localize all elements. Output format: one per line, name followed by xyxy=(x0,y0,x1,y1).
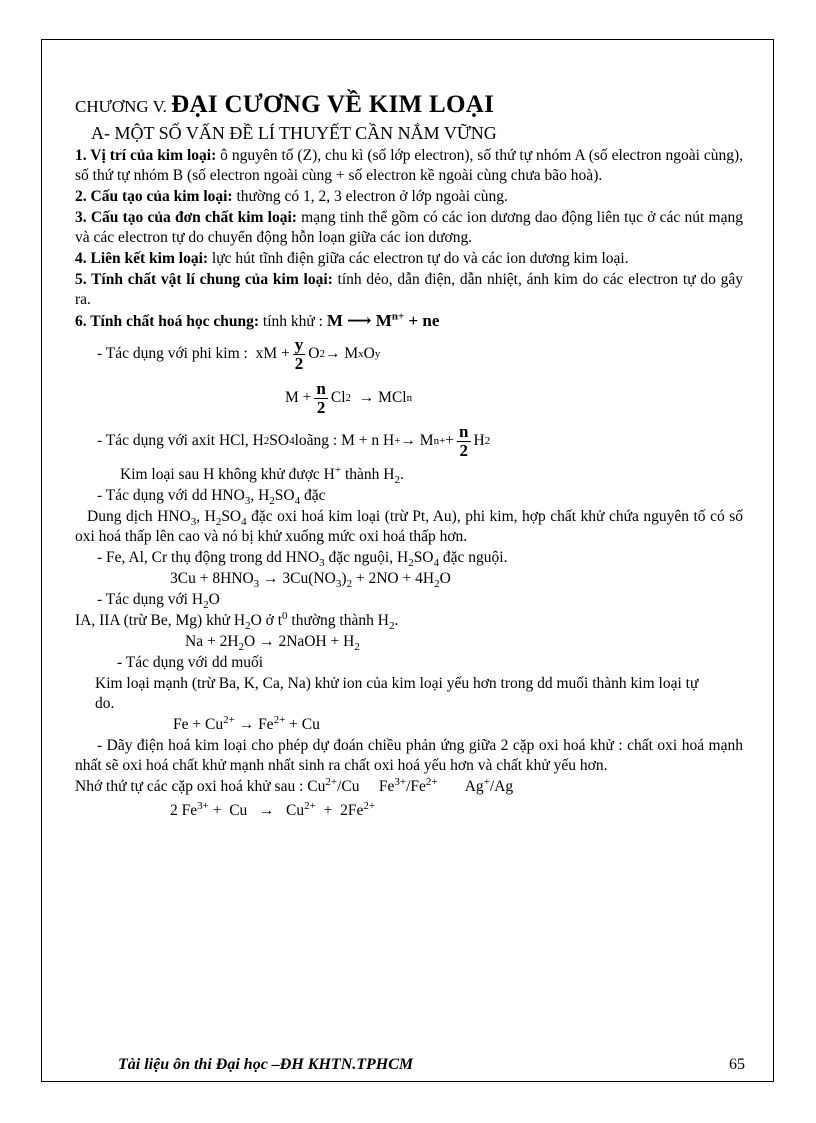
item-6: 6. Tính chất hoá học chung: tính khử : M ⟶ $M^{n+}$ + ne xyxy=(75,310,440,330)
iron-copper-equation: $Fe + Cu^{2+} \to Fe^{2+} + Cu$ xyxy=(173,713,320,733)
chapter-prefix: CHƯƠNG V. xyxy=(75,97,167,116)
water-description: IA, IIA (trừ Be, Mg) khử $H_2O$ ở $t^0$ thường thành $H_2$. xyxy=(75,609,399,633)
section-heading: A- MỘT SỐ VẤN ĐỀ LÍ THUYẾT CẦN NẮM VỮNG xyxy=(91,123,497,143)
nonmetal-reaction: - Tác dụng với phi kim : xM + $\frac{y}{2}$ O 2 → M x O y xyxy=(97,334,381,373)
item-1: 1. Vị trí của kim loại: ô nguyên tố (Z), chu kì (số lớp electron), số thứ tự nhóm A (số electron ngoài cùng), số thứ tự nhóm B (số electron ngoài cùng + số electron kề ngoài cùng chưa bão hoà). xyxy=(75,147,743,184)
item-5: 5. Tính chất vật lí chung của kim loại: tính dẻo, dẫn điện, dẫn nhiệt, ánh kim do các electron tự do gây ra. xyxy=(75,271,744,308)
hno3-description: Dung dịch $HNO_3$, $H_2SO_4$ đặc oxi hoá kim loại (trừ Pt, Au), phi kim, hợp chất khử chứa nguyên tố có số oxi hoá thấp lên cao và nó bị khử xuống mức oxi hoá thấp hơn. xyxy=(75,508,743,545)
item-3: 3. Cấu tạo của đơn chất kim loại: mạng tinh thể gồm có các ion dương dao động liên tục ở các nút mạng và các electron tự do chuyển động hỗn loạn giữa các ion dương. xyxy=(75,209,743,246)
water-heading: - Tác dụng với $H_2O$ xyxy=(97,591,220,612)
page-footer xyxy=(118,1056,745,1074)
sodium-water-equation: $Na + 2H_2O$ → 2NaOH + $H_2$ xyxy=(185,633,360,654)
chapter-title xyxy=(75,92,743,120)
salt-heading: - Tác dụng với dd muối xyxy=(117,654,264,671)
item-2: 2. Cấu tạo của kim loại: thường có 1, 2, 3 electron ở lớp ngoài cùng. xyxy=(75,188,508,205)
page-number: 65 xyxy=(729,1056,745,1073)
passivation-note: - Fe, Al, Cr thụ động trong dd $HNO_3$ đặc nguội, $H_2SO_4$ đặc nguội. xyxy=(97,549,508,570)
footer-source: Tài liệu ôn thi Đại học –ĐH KHTN.TPHCM xyxy=(118,1056,414,1073)
document-body xyxy=(75,92,743,822)
copper-hno3-equation: $3Cu + 8HNO_3 \to 3Cu(NO_3)_2 + 2NO + 4H_2O$ xyxy=(170,570,451,591)
salt-description: Kim loại mạnh (trừ Ba, K, Ca, Na) khử ion của kim loại yếu hơn trong dd muối thành kim loại tự do. xyxy=(95,675,699,712)
redox-pairs: Nhớ thứ tự các cặp oxi hoá khử sau : $Cu^{2+}/Cu$ $Fe^{3+}/Fe^{2+}$ Ag+/Ag xyxy=(75,775,514,795)
iron-copper-redox-equation: 2 $Fe^{3+} + Cu \to Cu^{2+} + 2Fe^{2+}$ xyxy=(170,799,376,819)
item-4: 4. Liên kết kim loại: lực hút tĩnh điện giữa các electron tự do và các ion dương kim loại. xyxy=(75,250,629,267)
electrochemical-series: - Dãy điện hoá kim loại cho phép dự đoán chiều phản ứng giữa 2 cặp oxi hoá khử : chất oxi hoá mạnh nhất sẽ oxi hoá chất khử mạnh nhất sinh ra chất oxi hoá yếu hơn và chất khử yếu hơn. xyxy=(75,737,743,774)
hno3-heading: - Tác dụng với dd $HNO_3$, $H_2SO_4$ đặc xyxy=(97,487,326,508)
reduction-equation: M ⟶ $M^{n+}$ + ne xyxy=(326,310,440,330)
acid-reaction: - Tác dụng với axit HCl, H 2 SO 4 loãng : M + n H + → M n+ + $\frac{n}{2}$ H 2 xyxy=(97,421,491,460)
chlorine-reaction: M + $\frac{n}{2}$ Cl 2 → MCl n xyxy=(285,378,413,417)
chapter-heading: ĐẠI CƯƠNG VỀ KIM LOẠI xyxy=(171,91,495,118)
metal-after-hydrogen: Kim loại sau H không khử được H+ thành $H_2$. xyxy=(120,463,404,487)
